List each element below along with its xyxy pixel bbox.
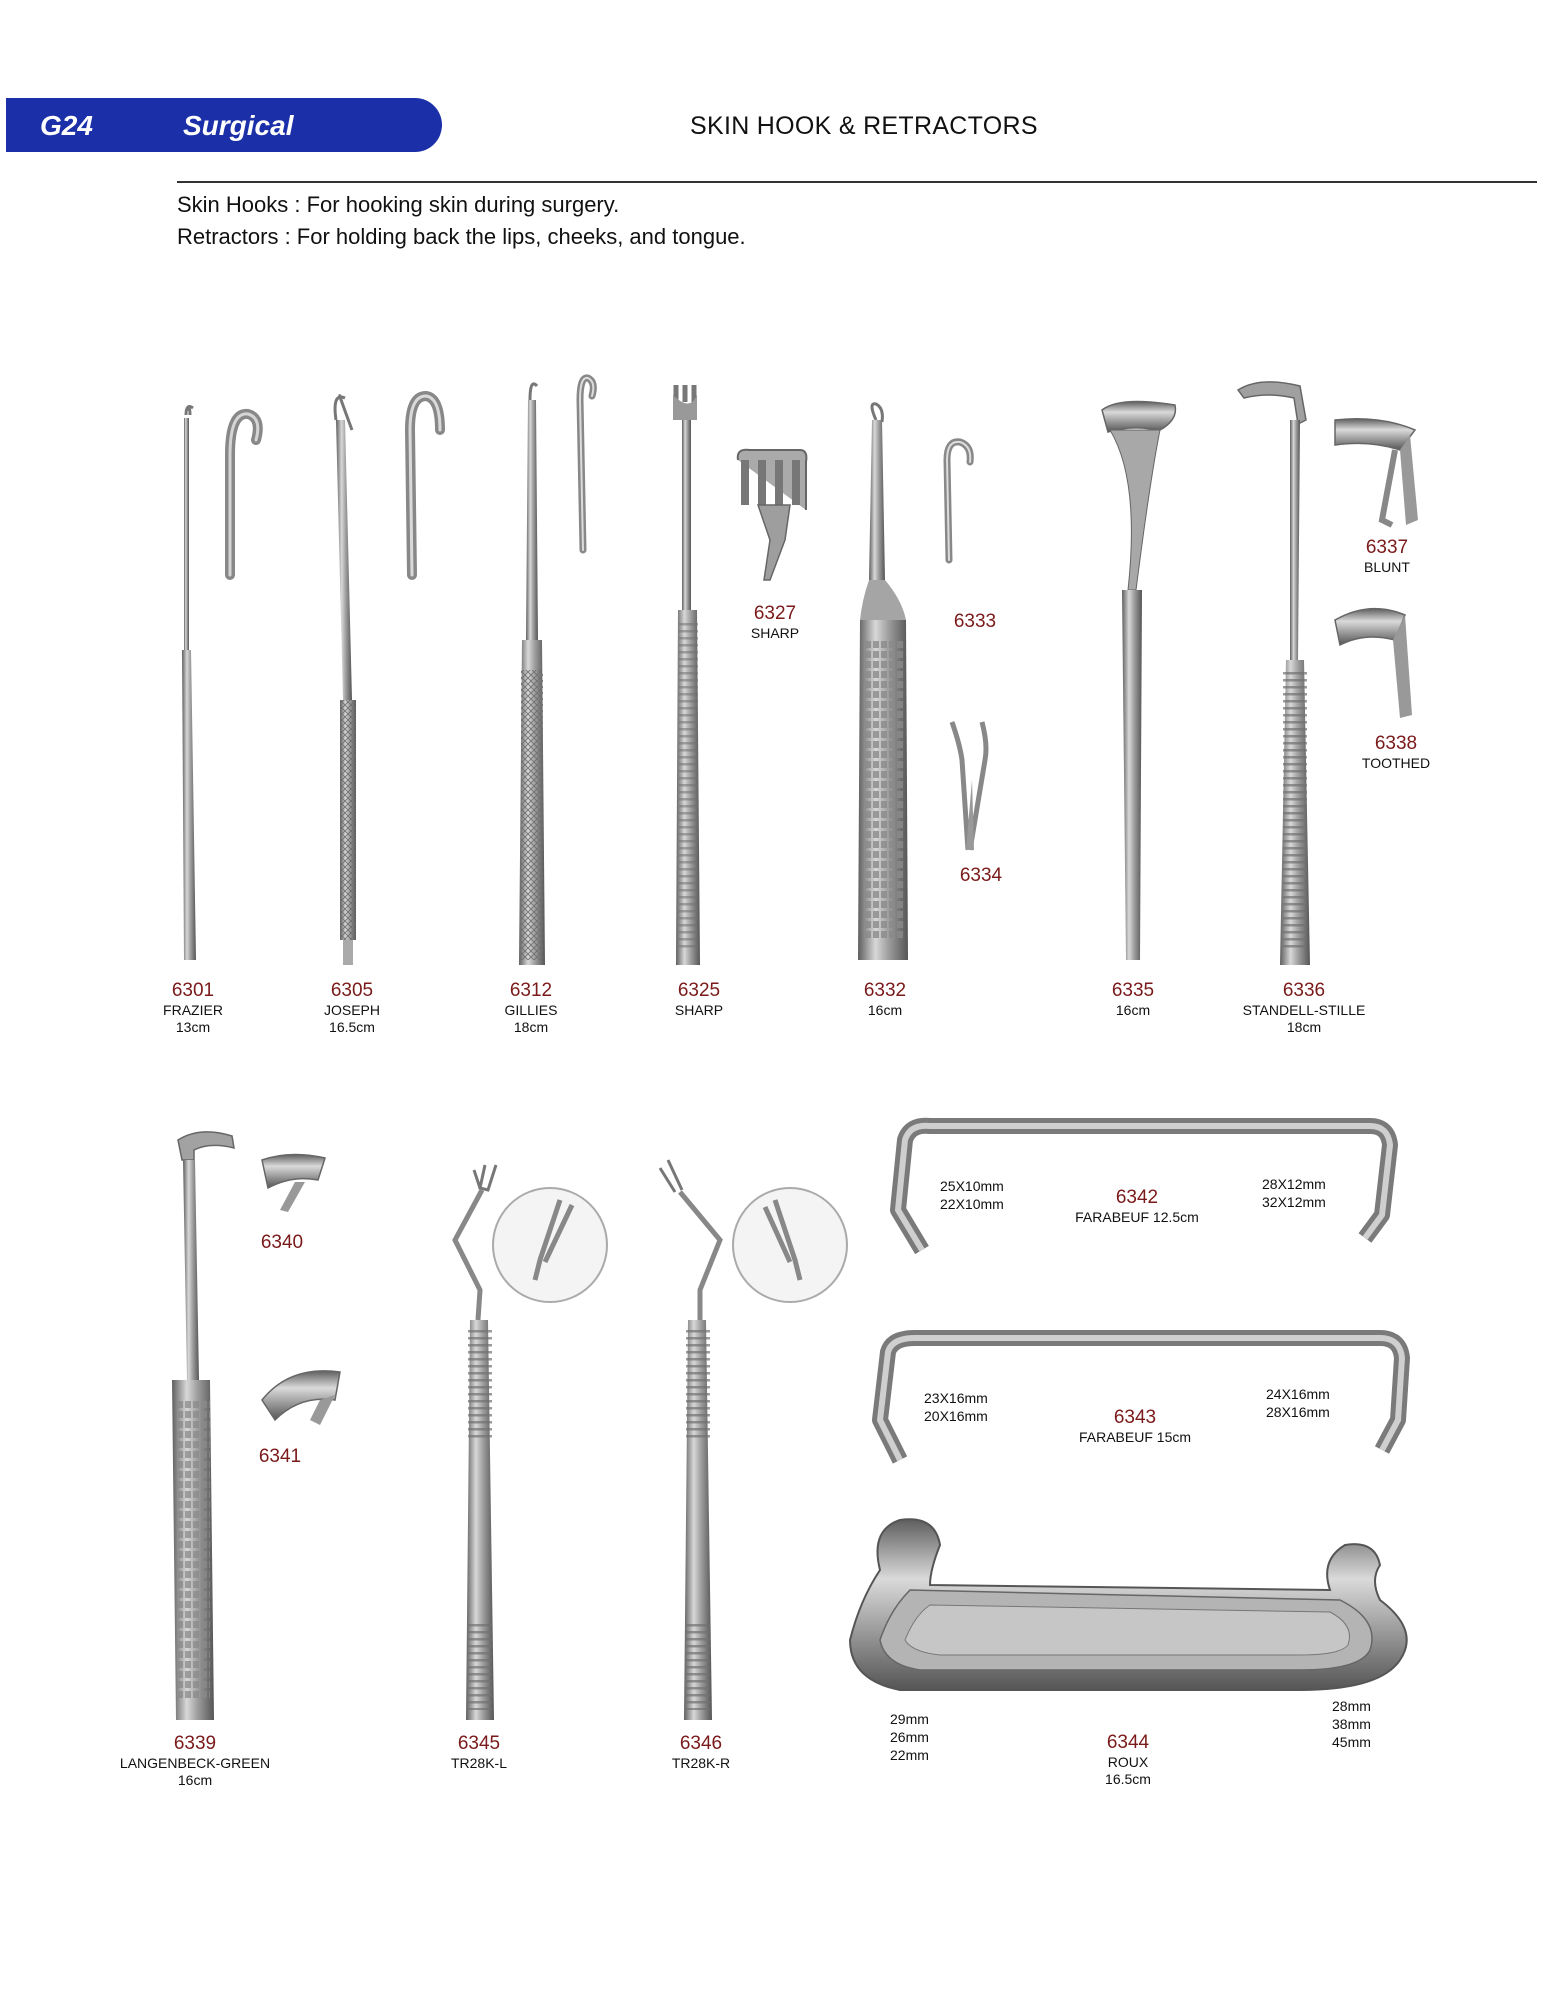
size-6342-left-1: 25X10mm <box>940 1178 1004 1194</box>
name-6345: TR28K-L <box>450 1755 508 1771</box>
code-6342: 6342 <box>1115 1187 1159 1208</box>
size-6344-left-1: 29mm <box>890 1711 929 1727</box>
code-6339: 6339 <box>173 1733 217 1754</box>
code-6345: 6345 <box>457 1733 501 1754</box>
code-6301: 6301 <box>171 980 215 1001</box>
size-6344-left-3: 22mm <box>890 1747 929 1763</box>
size-6342-left-2: 22X10mm <box>940 1196 1004 1212</box>
instrument-6346-tr28k-r <box>660 1160 847 1720</box>
instrument-6301-frazier <box>182 407 258 960</box>
code-6327: 6327 <box>753 603 797 624</box>
size-6344-right-2: 38mm <box>1332 1716 1371 1732</box>
instrument-6312-gillies <box>519 378 593 965</box>
instrument-6305-joseph <box>335 396 440 965</box>
name-6301: FRAZIER <box>163 1002 223 1018</box>
size-6332: 16cm <box>867 1002 903 1018</box>
size-6343-left-2: 20X16mm <box>924 1408 988 1424</box>
size-6344-right-1: 28mm <box>1332 1698 1371 1714</box>
size-6342-right-2: 32X12mm <box>1262 1194 1326 1210</box>
size-6344: 16.5cm <box>1105 1771 1151 1787</box>
code-6343: 6343 <box>1113 1407 1157 1428</box>
name-6336: STANDELL-STILLE <box>1242 1002 1366 1018</box>
instrument-6344-roux <box>850 1519 1407 1690</box>
size-6344-right-3: 45mm <box>1332 1734 1371 1750</box>
size-6343-left-1: 23X16mm <box>924 1390 988 1406</box>
code-6332: 6332 <box>863 980 907 1001</box>
name-6327: SHARP <box>750 625 800 641</box>
name-6338: TOOTHED <box>1361 755 1431 771</box>
intro-line-retractors: Retractors : For holding back the lips, cheeks, and tongue. <box>177 224 746 249</box>
size-6344-left-2: 26mm <box>890 1729 929 1745</box>
size-6339: 16cm <box>177 1772 213 1788</box>
instrument-6335 <box>1102 401 1175 960</box>
category-title: Surgical <box>183 110 294 141</box>
page-code: G24 <box>40 110 93 141</box>
section-title: SKIN HOOK & RETRACTORS <box>690 112 1038 140</box>
size-6343-right-2: 28X16mm <box>1266 1404 1330 1420</box>
instrument-6336-standell-stille <box>1238 382 1418 965</box>
code-6341: 6341 <box>258 1446 302 1467</box>
code-6325: 6325 <box>677 980 721 1001</box>
code-6305: 6305 <box>330 980 374 1001</box>
size-6335: 16cm <box>1115 1002 1151 1018</box>
instrument-6339-langenbeck-green <box>172 1132 340 1720</box>
name-6305: JOSEPH <box>323 1002 380 1018</box>
code-6346: 6346 <box>679 1733 723 1754</box>
instrument-6325-sharp-rake <box>673 385 806 965</box>
code-6337: 6337 <box>1365 537 1409 558</box>
name-6343: FARABEUF 15cm <box>1078 1429 1192 1445</box>
instrument-6345-tr28k-l <box>455 1165 607 1720</box>
name-6346: TR28K-R <box>671 1755 731 1771</box>
code-6335: 6335 <box>1111 980 1155 1001</box>
code-6338: 6338 <box>1374 733 1418 754</box>
size-6342-right-1: 28X12mm <box>1262 1176 1326 1192</box>
name-6339: LANGENBECK-GREEN <box>119 1755 271 1771</box>
code-6333: 6333 <box>953 611 997 632</box>
size-6343-right-1: 24X16mm <box>1266 1386 1330 1402</box>
intro-line-skin-hooks: Skin Hooks : For hooking skin during surgery. <box>177 192 620 217</box>
code-6312: 6312 <box>509 980 553 1001</box>
name-6325: SHARP <box>674 1002 724 1018</box>
name-6342: FARABEUF 12.5cm <box>1075 1209 1199 1225</box>
size-6301: 13cm <box>175 1019 211 1035</box>
code-6340: 6340 <box>260 1232 304 1253</box>
size-6312: 18cm <box>513 1019 549 1035</box>
name-6344: ROUX <box>1107 1754 1149 1770</box>
code-6336: 6336 <box>1282 980 1326 1001</box>
code-6344: 6344 <box>1106 1732 1150 1753</box>
name-6337: BLUNT <box>1364 559 1410 575</box>
name-6312: GILLIES <box>504 1002 558 1018</box>
code-6334: 6334 <box>959 865 1003 886</box>
size-6336: 18cm <box>1286 1019 1322 1035</box>
size-6305: 16.5cm <box>329 1019 375 1035</box>
